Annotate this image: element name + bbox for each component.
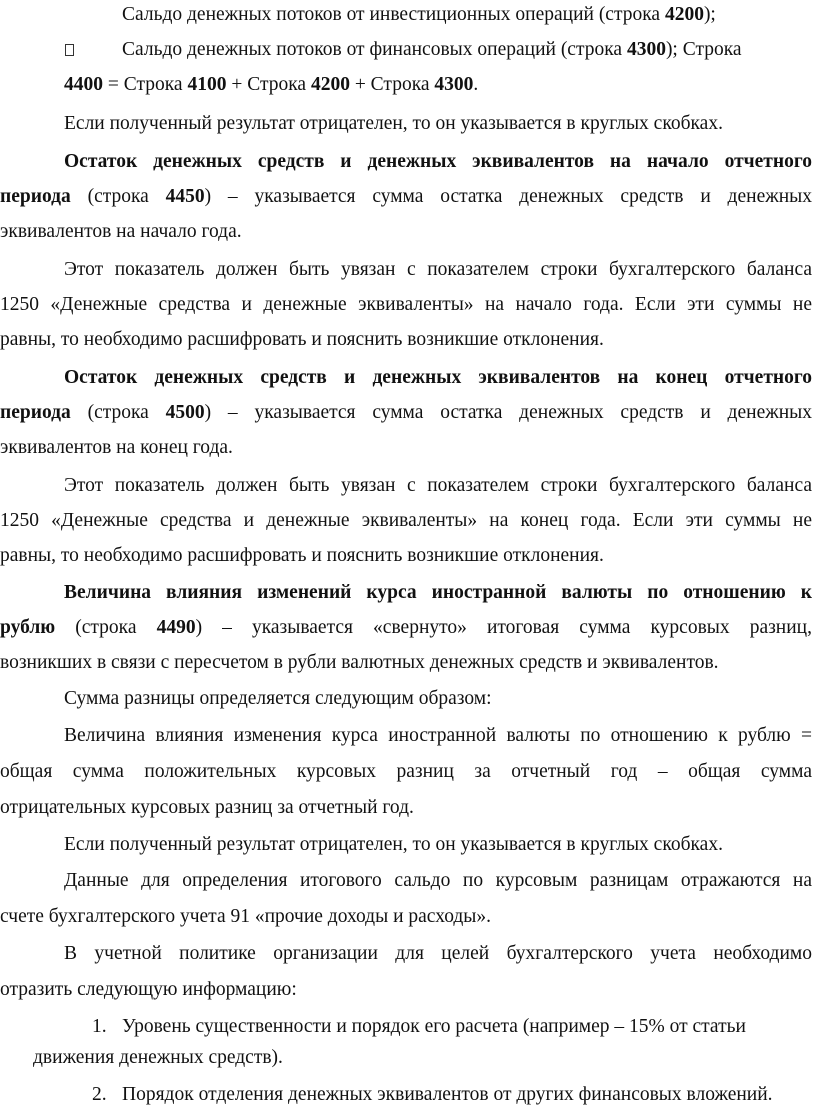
line-number-bold: 4200 — [664, 4, 704, 25]
section-heading — [64, 581, 812, 605]
list-item-number: 1. — [92, 1016, 107, 1037]
text-line: эквивалентов на конец года. — [0, 437, 233, 458]
text-line: Этот показатель должен быть увязан с показателем строки бухгалтерского баланса — [64, 475, 812, 496]
text-span: . — [473, 74, 479, 95]
text-line: 1250 «Денежные средства и денежные эквиваленты» на конец года. Если эти суммы не — [0, 510, 812, 531]
line-number-bold: 4500 — [165, 402, 205, 423]
text-span: (строка — [70, 402, 166, 423]
line-number-bold: 4400 — [64, 74, 103, 95]
line-number-bold: 4200 — [310, 74, 350, 95]
line-number-bold: 4300 — [434, 74, 474, 95]
text-line: равны, то необходимо расшифровать и пояснить возникшие отклонения. — [0, 329, 604, 350]
text-line: 1250 «Денежные средства и денежные эквиваленты» на начало года. Если эти суммы не — [0, 294, 812, 315]
list-item-text: Уровень существенности и порядок его расчета (например – 15% от статьи — [122, 1016, 746, 1037]
text-line: Величина влияния изменения курса иностранной валюты по отношению к рублю = — [64, 725, 812, 746]
text-line: В учетной политике организации для целей бухгалтерского учета необходимо — [64, 943, 812, 964]
text-span: ); — [703, 4, 716, 25]
text-span: ) – указывается «свернуто» итоговая сумма курсовых разниц, — [195, 617, 812, 638]
formula-line — [64, 73, 804, 97]
text-span: Сальдо денежных потоков от финансовых операций (строка — [122, 39, 627, 60]
text-line — [122, 38, 812, 62]
list-item-number: 2. — [92, 1084, 107, 1105]
text-line: Если полученный результат отрицателен, то он указывается в круглых скобках. — [64, 113, 723, 134]
text-line: движения денежных средств). — [33, 1047, 283, 1068]
text-span: Сальдо денежных потоков от инвестиционных операций (строка — [122, 4, 665, 25]
line-number-bold: 4490 — [156, 617, 196, 638]
text-line: возникших в связи с пересчетом в рубли валютных денежных средств и эквивалентов. — [0, 652, 719, 673]
text-line — [0, 185, 812, 209]
heading-text: периода — [0, 186, 71, 207]
text-span: ) – указывается сумма остатка денежных средств и денежных — [204, 186, 812, 207]
text-line — [0, 616, 812, 640]
text-line: равны, то необходимо расшифровать и пояснить возникшие отклонения. — [0, 545, 604, 566]
text-line — [122, 3, 812, 27]
text-line: счете бухгалтерского учета 91 «прочие доходы и расходы». — [0, 906, 492, 927]
text-line: отразить следующую информацию: — [0, 979, 297, 1000]
heading-text: Величина влияния изменений курса иностранной валюты по отношению к — [64, 582, 812, 603]
heading-text: Остаток денежных средств и денежных эквивалентов на конец отчетного — [64, 367, 812, 388]
list-item — [92, 1015, 812, 1039]
text-line: эквивалентов на начало года. — [0, 221, 242, 242]
list-item — [92, 1083, 812, 1107]
text-span: ); Строка — [665, 39, 742, 60]
text-span: + Строка — [226, 74, 311, 95]
list-item-text: Порядок отделения денежных эквивалентов от других финансовых вложений. — [122, 1084, 773, 1105]
text-line: Этот показатель должен быть увязан с показателем строки бухгалтерского баланса — [64, 259, 812, 280]
text-line — [0, 401, 812, 425]
heading-text: периода — [0, 402, 71, 423]
text-line: общая сумма положительных курсовых разниц за отчетный год – общая сумма — [0, 761, 812, 782]
text-span: + Строка — [349, 74, 435, 95]
text-line: Данные для определения итогового сальдо по курсовым разницам отражаются на — [64, 870, 812, 891]
missing-glyph-bullet-icon — [65, 44, 74, 56]
text-span: (строка — [55, 617, 157, 638]
text-span: ) – указывается сумма остатка денежных средств и денежных — [204, 402, 812, 423]
text-span: (строка — [70, 186, 166, 207]
section-heading — [64, 150, 812, 174]
line-number-bold: 4300 — [626, 39, 666, 60]
line-number-bold: 4100 — [187, 74, 227, 95]
text-span: = Строка — [103, 74, 188, 95]
line-number-bold: 4450 — [165, 186, 205, 207]
text-line: Сумма разницы определяется следующим образом: — [64, 688, 492, 709]
heading-text: Остаток денежных средств и денежных эквивалентов на начало отчетного — [64, 151, 812, 172]
heading-text: рублю — [0, 617, 56, 638]
text-line: отрицательных курсовых разниц за отчетный год. — [0, 797, 414, 818]
section-heading — [64, 366, 812, 390]
text-line: Если полученный результат отрицателен, то он указывается в круглых скобках. — [64, 834, 723, 855]
